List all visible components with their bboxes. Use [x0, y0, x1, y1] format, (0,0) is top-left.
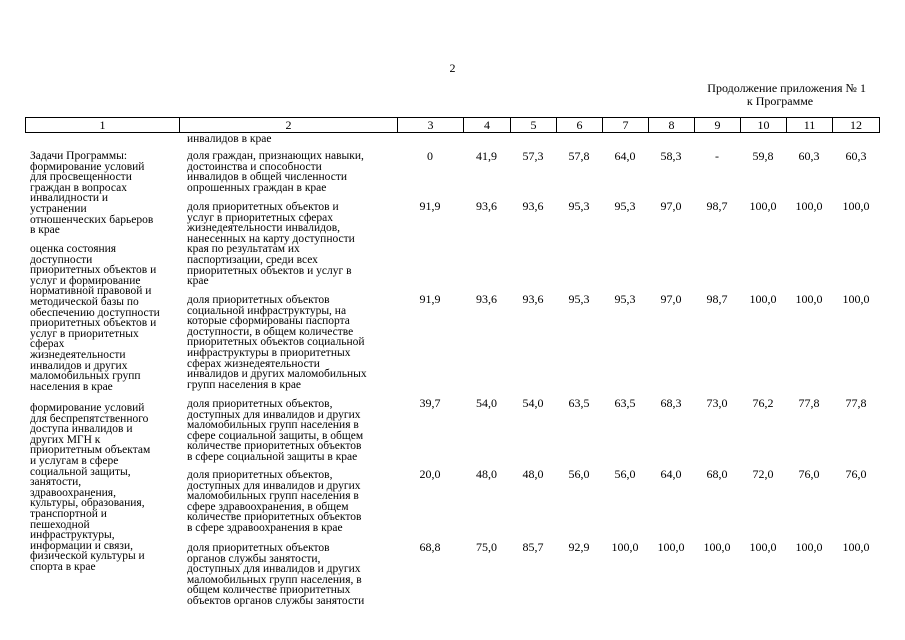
- continuation-line-2: к Программе: [746, 94, 814, 108]
- value-col-9: -: [715, 149, 719, 163]
- value-col-10: 100,0: [749, 199, 777, 213]
- col-header-12: 12: [832, 117, 880, 133]
- continuation-note: [680, 82, 880, 108]
- value-col-6: 92,9: [568, 540, 590, 554]
- col-header-4: 4: [463, 117, 510, 133]
- indicator-text: доля приоритетных объектов социальной инфраструктуры, на которые сформированы паспорта доступности, в общем количестве приоритетных объектов социальной инфраструктуры в приоритетных сферах жизнедеятельности инвалидов и других маломобильных групп населения в крае: [187, 294, 367, 391]
- indicator-text: доля приоритетных объектов и услуг в приоритетных сферах жизнедеятельности инвалидов, нанесенных на карту доступности края по результатам их паспортизации, среди всех приоритетных объектов и услуг в крае: [187, 201, 355, 288]
- value-col-9: 100,0: [703, 540, 731, 554]
- value-col-8: 68,3: [660, 396, 682, 410]
- value-col-9: 98,7: [706, 292, 728, 306]
- value-col-9: 68,0: [706, 467, 728, 481]
- task-group-3: формирование условий для беспрепятственного доступа инвалидов и других МГН к приоритетным объектам и услугам в сфере социальной защиты, занятости, здравоохранения, культуры, образования, транспортной и пешеходной инфраструктуры, информации и связи, физической культуры и спорта в крае: [30, 402, 151, 573]
- col-header-1: 1: [25, 117, 179, 133]
- value-col-9: 98,7: [706, 199, 728, 213]
- indicator-text: доля приоритетных объектов, доступных для инвалидов и других маломобильных групп населения в сфере социальной защиты, в общем количестве приоритетных объектов в сфере социальной защиты в крае: [187, 398, 364, 463]
- carry-over-text: инвалидов в крае: [187, 133, 272, 145]
- value-col-8: 64,0: [660, 467, 682, 481]
- value-col-5: 93,6: [522, 199, 544, 213]
- value-col-3: 91,9: [419, 292, 441, 306]
- col-header-8: 8: [648, 117, 694, 133]
- value-col-5: 93,6: [522, 292, 544, 306]
- value-col-7: 100,0: [611, 540, 639, 554]
- col-header-10: 10: [740, 117, 786, 133]
- indicator-text: доля приоритетных объектов органов службы занятости, доступных для инвалидов и других маломобильных групп населения, в общем количестве приоритетных объектов органов службы занятости: [187, 542, 365, 607]
- value-col-11: 100,0: [795, 292, 823, 306]
- value-col-3: 0: [427, 149, 433, 163]
- value-col-4: 93,6: [476, 292, 497, 306]
- value-col-4: 54,0: [476, 396, 497, 410]
- value-col-10: 72,0: [752, 467, 774, 481]
- value-col-3: 91,9: [419, 199, 441, 213]
- indicator-text: доля граждан, признающих навыки, достоинства и способности инвалидов в общей численности опрошенных граждан в крае: [187, 150, 364, 194]
- value-col-7: 63,5: [614, 396, 636, 410]
- value-col-10: 76,2: [752, 396, 774, 410]
- value-col-6: 63,5: [568, 396, 590, 410]
- value-col-5: 54,0: [522, 396, 544, 410]
- value-col-5: 85,7: [522, 540, 544, 554]
- value-col-8: 58,3: [660, 149, 682, 163]
- col-header-11: 11: [786, 117, 832, 133]
- col-header-3: 3: [397, 117, 463, 133]
- col-header-2: 2: [179, 117, 397, 133]
- task-group-1: Задачи Программы: формирование условий для просвещенности граждан в вопросах инвалидности и устранении отношенческих барьеров в крае: [30, 150, 154, 237]
- value-col-10: 100,0: [749, 540, 777, 554]
- page-number: 2: [449, 61, 456, 75]
- value-col-3: 68,8: [419, 540, 441, 554]
- col-header-6: 6: [556, 117, 602, 133]
- value-col-6: 95,3: [568, 292, 590, 306]
- value-col-4: 93,6: [476, 199, 497, 213]
- value-col-7: 64,0: [614, 149, 636, 163]
- value-col-6: 57,8: [568, 149, 590, 163]
- value-col-5: 57,3: [522, 149, 544, 163]
- value-col-10: 59,8: [752, 149, 774, 163]
- value-col-6: 56,0: [568, 467, 590, 481]
- value-col-12: 77,8: [845, 396, 867, 410]
- value-col-12: 100,0: [842, 540, 870, 554]
- value-col-11: 100,0: [795, 199, 823, 213]
- value-col-8: 100,0: [657, 540, 685, 554]
- indicator-text: доля приоритетных объектов, доступных для инвалидов и других маломобильных групп населения в сфере здравоохранения, в общем количестве приоритетных объектов в сфере здравоохранения в крае: [187, 469, 362, 534]
- col-header-5: 5: [510, 117, 556, 133]
- value-col-7: 56,0: [614, 467, 636, 481]
- task-group-2: оценка состояния доступности приоритетных объектов и услуг и формирование нормативной правовой и методической базы по обеспечению доступности приоритетных объектов и услуг в приоритетных сферах жизнедеятельности инвалидов и других маломобильных групп населения в крае: [30, 243, 160, 393]
- value-col-10: 100,0: [749, 292, 777, 306]
- value-col-4: 48,0: [476, 467, 497, 481]
- value-col-6: 95,3: [568, 199, 590, 213]
- value-col-8: 97,0: [660, 199, 682, 213]
- value-col-12: 60,3: [845, 149, 867, 163]
- value-col-4: 41,9: [476, 149, 497, 163]
- value-col-3: 39,7: [419, 396, 441, 410]
- value-col-5: 48,0: [522, 467, 544, 481]
- value-col-12: 76,0: [845, 467, 867, 481]
- value-col-7: 95,3: [614, 199, 636, 213]
- col-header-9: 9: [694, 117, 740, 133]
- value-col-12: 100,0: [842, 199, 870, 213]
- value-col-11: 100,0: [795, 540, 823, 554]
- value-col-11: 60,3: [798, 149, 820, 163]
- value-col-4: 75,0: [476, 540, 497, 554]
- value-col-11: 76,0: [798, 467, 820, 481]
- continuation-line-1: Продолжение приложения № 1: [707, 81, 866, 95]
- value-col-7: 95,3: [614, 292, 636, 306]
- value-col-12: 100,0: [842, 292, 870, 306]
- value-col-3: 20,0: [419, 467, 441, 481]
- value-col-8: 97,0: [660, 292, 682, 306]
- value-col-9: 73,0: [706, 396, 728, 410]
- value-col-11: 77,8: [798, 396, 820, 410]
- col-header-7: 7: [602, 117, 648, 133]
